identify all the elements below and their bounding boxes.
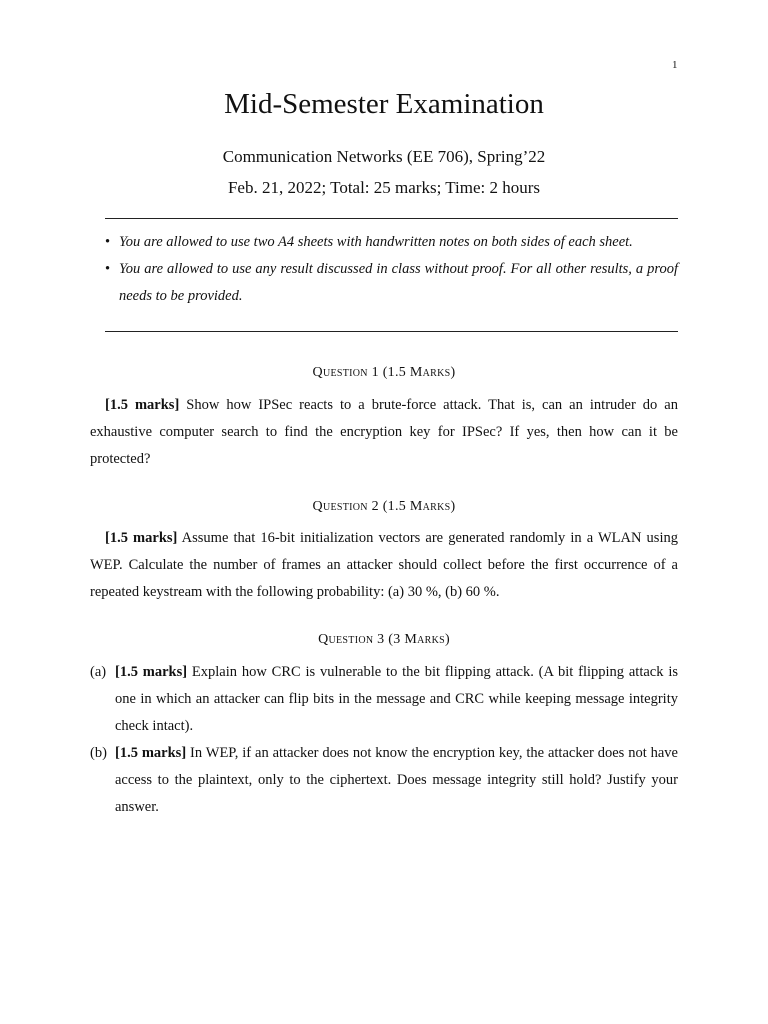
exam-title: Mid-Semester Examination: [224, 88, 544, 120]
instruction-text: You are allowed to use any result discussed in class without proof. For all other results, a proof needs to be provided.: [119, 261, 678, 304]
bottom-divider: [105, 331, 678, 332]
question-2-heading: Question 2 (1.5 Marks): [312, 499, 456, 514]
part-marks: [1.5 marks]: [115, 664, 188, 680]
question-3-parts: [90, 659, 678, 821]
instruction-item: [105, 256, 678, 310]
part-text: Explain how CRC is vulnerable to the bit flipping attack. (A bit flipping attack is one in which an attacker can flip bits in the message and CRC while keeping message integrity check intact).: [115, 664, 678, 734]
question-2-body: [90, 525, 678, 606]
question-3-part-b: [90, 740, 678, 821]
part-label: (a): [90, 664, 107, 680]
part-marks: [1.5 marks]: [115, 745, 187, 761]
course-line: Communication Networks (EE 706), Spring’22: [222, 147, 546, 166]
question-2-marks: [1.5 marks]: [105, 530, 178, 546]
question-3-heading: Question 3 (3 Marks): [318, 632, 450, 647]
question-2-text: Assume that 16-bit initialization vectors are generated randomly in a WLAN using WEP. Calculate the number of frames an attacker should collect before the first occurrence of a repeated keystream with the following probability: (a) 30 %, (b) 60 %.: [90, 530, 678, 600]
question-3-part-a: [90, 659, 678, 740]
bullet-icon: •: [105, 261, 111, 277]
question-1-marks: [1.5 marks]: [105, 397, 180, 413]
part-text: In WEP, if an attacker does not know the encryption key, the attacker does not have access to the plaintext, only to the ciphertext. Does message integrity still hold? Justify your answer.: [115, 745, 678, 815]
instruction-text: You are allowed to use two A4 sheets with handwritten notes on both sides of each sheet.: [119, 234, 633, 250]
top-divider: [105, 218, 678, 219]
question-1-text: Show how IPSec reacts to a brute-force attack. That is, can an intruder do an exhaustive computer search to find the encryption key for IPSec? If yes, then how can it be protected?: [90, 397, 678, 467]
exam-meta-line: Feb. 21, 2022; Total: 25 marks; Time: 2 hours: [227, 178, 541, 197]
bullet-icon: •: [105, 234, 111, 250]
page-number: 1: [672, 59, 678, 71]
question-1-body: [90, 392, 678, 473]
part-label: (b): [90, 745, 107, 761]
question-1-heading: Question 1 (1.5 Marks): [312, 365, 456, 380]
instructions-list: [105, 229, 678, 310]
instruction-item: [105, 229, 678, 256]
